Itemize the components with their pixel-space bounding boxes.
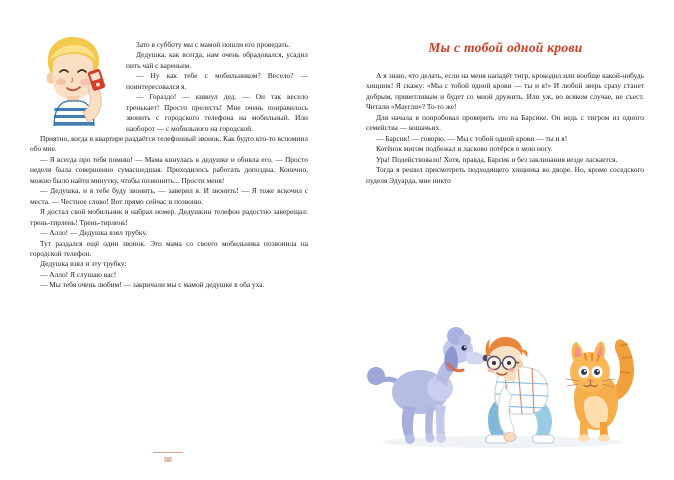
poodle-boy-cat-illustration	[352, 280, 652, 455]
paragraph: Дедушка, как всегда, нам очень обрадовался, усадил пить чай с вареньем.	[126, 50, 308, 70]
chapter-title: Мы с тобой одной крови	[428, 40, 583, 55]
poodle	[367, 327, 489, 444]
paragraph: — Я всегда про тебя помню! — Мама кинулась к дедушке и обняла его. — Просто неделя была совершенно сумасшедшая. Приходилось работать допоздна. Конечно, можно было найти минутку, чтобы позвонить... Прости меня!	[30, 154, 308, 185]
paragraph: — Алло! — Дедушка взял трубку.	[40, 228, 148, 238]
left-top-text-column	[126, 40, 308, 134]
boy-with-phone-illustration	[24, 30, 120, 126]
paragraph: — Алло! Я слушаю вас!	[40, 269, 117, 279]
paragraph: Приятно, когда в квартире раздаётся телефонный звонок. Как будто кто-то вспомнил обо мне.	[30, 134, 308, 154]
paragraph: — Мы тебя очень любим! — закричали мы с мамой дедушке в оба уха.	[40, 280, 265, 290]
paragraph: — Гораздо! — кивнул дед. — Он так весело тренькает! Просто прелесть! Мне очень понравилось звонить с городского телефона на мобильный. Или наоборот — с мобильного на городской.	[126, 92, 308, 133]
paragraph: Тогда я решил присмотреть подходящего хищника во дворе. Но, кроме соседского пуделя Эдуарда, мне никто	[366, 165, 644, 185]
paragraph: Зато в субботу мы с мамой пошли его проведать.	[136, 40, 290, 49]
page-number	[140, 452, 196, 464]
paragraph: Ура! Подействовало! Хотя, правда, Барсик и без заклинания везде ласкается.	[376, 154, 618, 164]
left-main-text-column	[30, 134, 308, 291]
paragraph: Я достал свой мобильник и набрал номер. Дедушкин телефон радостно заверещал: трень-тирлень! Трень-тирлень!	[30, 207, 308, 227]
paragraph: — Ну как тебе с мобильником? Весело? — поинтересовался я.	[126, 71, 308, 91]
paragraph: Для начала я попробовал проверить это на Барсике. Он ведь с тигром из одного семейства — кошачьих.	[366, 112, 644, 133]
paragraph: А я знаю, что делать, если на меня нападёт тигр, крокодил или вообще какой-нибудь хищник! Я скажу: «Мы с тобой одной крови — ты и я!» И любой зверь сразу станет добрым, приветливым и будет со мной дружить. Или уж, во всяком случае, не съест. Читали «Маугли»? То-то же!	[366, 71, 644, 112]
ginger-cat	[566, 339, 634, 441]
paragraph: — Дедушка, и я тебе буду звонить, — заверил я. И звонить! — Я тоже вскочил с места. — Честное слово! Вот прямо сейчас и позвоню.	[30, 186, 308, 206]
paragraph: — Барсик! — говорю. — Мы с тобой одной крови — ты и я!	[376, 133, 568, 143]
boy-crawling	[485, 337, 553, 443]
paragraph: Тут раздался ещё один звонок. Это мама со своего мобильника позвонила на городской телефон.	[30, 238, 308, 258]
paragraph: Дедушка взял и эту трубку:	[40, 259, 127, 269]
folio-rule	[153, 452, 183, 453]
paragraph: Котёнок мигом подбежал и ласково потёрся о мою ногу.	[376, 144, 553, 154]
folio-number: 88	[164, 455, 172, 464]
right-main-text-column	[366, 71, 644, 186]
